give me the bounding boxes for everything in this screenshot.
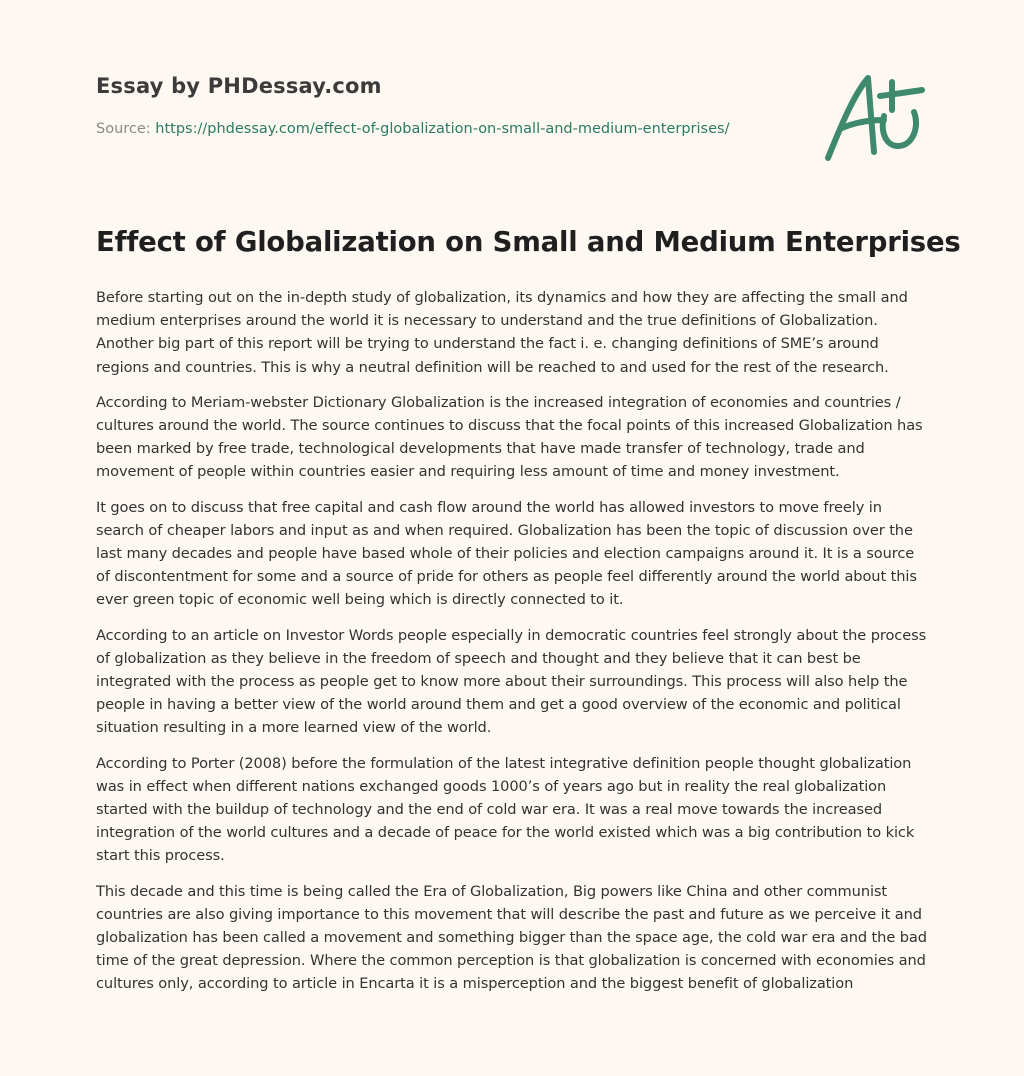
source-label: Source:: [96, 121, 156, 137]
article-paragraph: Before starting out on the in-depth study of globalization, its dynamics and how they are affecting the small and medium enterprises around the world it is necessary to understand and the true definitions of Globalization. Another big part of this report will be trying to understand the fact i. e. changing definitions of SME’s around regions and countries. This is why a neutral definition will be reached to and used for the rest of the research.: [96, 289, 908, 376]
article-paragraph: According to Porter (2008) before the formulation of the latest integrative definition people thought globalization was in effect when different nations exchanged goods 1000’s of years ago but in reality the real globalization started with the buildup of technology and the end of cold war era. It was a real move towards the increased integration of the world cultures and a decade of peace for the world existed which was a big contribution to kick start this process.: [96, 754, 915, 865]
article-paragraph: According to an article on Investor Words people especially in democratic countries feel strongly about the process of globalization as they believe in the freedom of speech and thought and they believe that it can best be integrated with the process as people get to know more about their surroundings. This process will also help the people in having a better view of the world around them and get a good overview of the economic and political situation resulting in a more learned view of the world.: [96, 626, 927, 737]
article-body: [96, 286, 931, 1008]
site-header: [96, 74, 796, 137]
a-plus-logo-icon: [822, 66, 932, 166]
article-paragraph: This decade and this time is being called the Era of Globalization, Big powers like China and other communist countries are also giving importance to this movement that will describe the past and future as we perceive it and globalization has been called a movement and something bigger than the space age, the cold war era and the bad time of the great depression. Where the common perception is that globalization is concerned with economies and cultures only, according to article in Encarta it is a misperception and the biggest benefit of globalization: [96, 882, 927, 993]
article-paragraph: According to Meriam-webster Dictionary Globalization is the increased integration of economies and countries / cultures around the world. The source continues to discuss that the focal points of this increased Globalization has been marked by free trade, technological developments that have made transfer of technology, trade and movement of people within countries easier and requiring less amount of time and money investment.: [96, 393, 923, 481]
brand-name: Essay by PHDessay.com: [96, 74, 382, 98]
source-line: [96, 121, 796, 137]
source-link[interactable]: https://phdessay.com/effect-of-globalization-on-small-and-medium-enterprises/: [155, 121, 730, 137]
a-plus-logo-graphic: [822, 66, 932, 166]
article-title: Effect of Globalization on Small and Medium Enterprises: [96, 226, 961, 258]
article-paragraph: It goes on to discuss that free capital and cash flow around the world has allowed investors to move freely in search of cheaper labors and input as and when required. Globalization has been the topic of discussion over the last many decades and people have based whole of their policies and election campaigns around it. It is a source of discontentment for some and a source of pride for others as people feel differently around the world about this ever green topic of economic well being which is directly connected to it.: [96, 498, 917, 609]
